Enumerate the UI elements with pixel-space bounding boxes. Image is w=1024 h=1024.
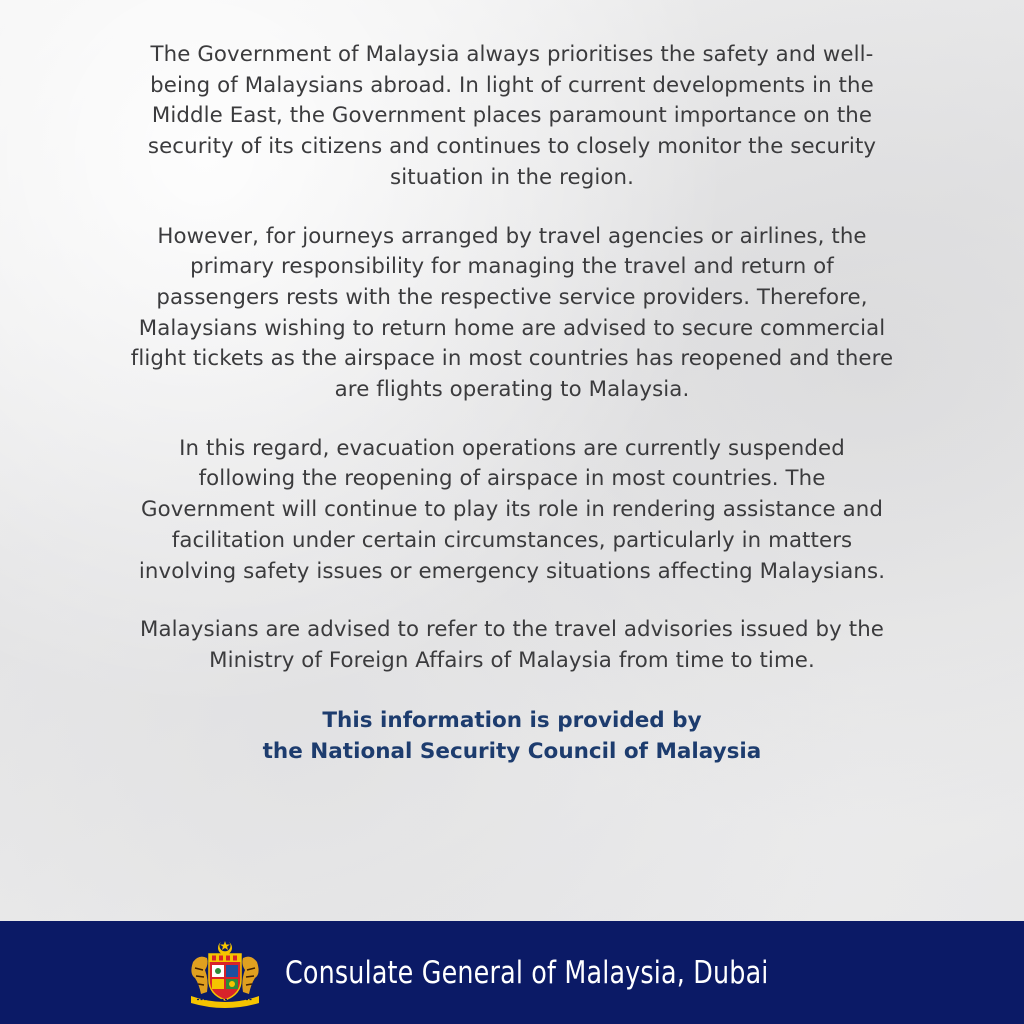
paragraph-advisories: Malaysians are advised to refer to the travel advisories issued by the Ministry of Foreign Affairs of Malaysia from time to time.: [140, 617, 884, 673]
paragraph-evacuation: In this regard, evacuation operations are currently suspended following the reopening of airspace in most countries. The Government will continue to play its role in rendering assistance and facilitation under certain circumstances, particularly in matters involving safety issues or emergency situations affecting Malaysians.: [138, 435, 886, 584]
consulate-name: Consulate General of Malaysia, Dubai: [285, 954, 769, 991]
statement-body: [30, 40, 994, 767]
footer-banner: [0, 921, 1024, 1024]
malaysia-coat-of-arms-icon: [179, 938, 271, 1008]
information-credit: This information is provided by the National Security Council of Malaysia: [262, 707, 762, 764]
paragraph-responsibility: However, for journeys arranged by travel agencies or airlines, the primary responsibility for managing the travel and return of passengers rests with the respective service providers. Therefore, Malaysians wishing to return home are advised to secure commercial flight tickets as the airspace in most countries has reopened and there are flights operating to Malaysia.: [130, 223, 894, 403]
paragraph-safety: The Government of Malaysia always prioritises the safety and well- being of Malaysians abroad. In light of current developments in the Middle East, the Government places paramount importance on the security of its citizens and continues to closely monitor the security situation in the region.: [147, 42, 877, 190]
